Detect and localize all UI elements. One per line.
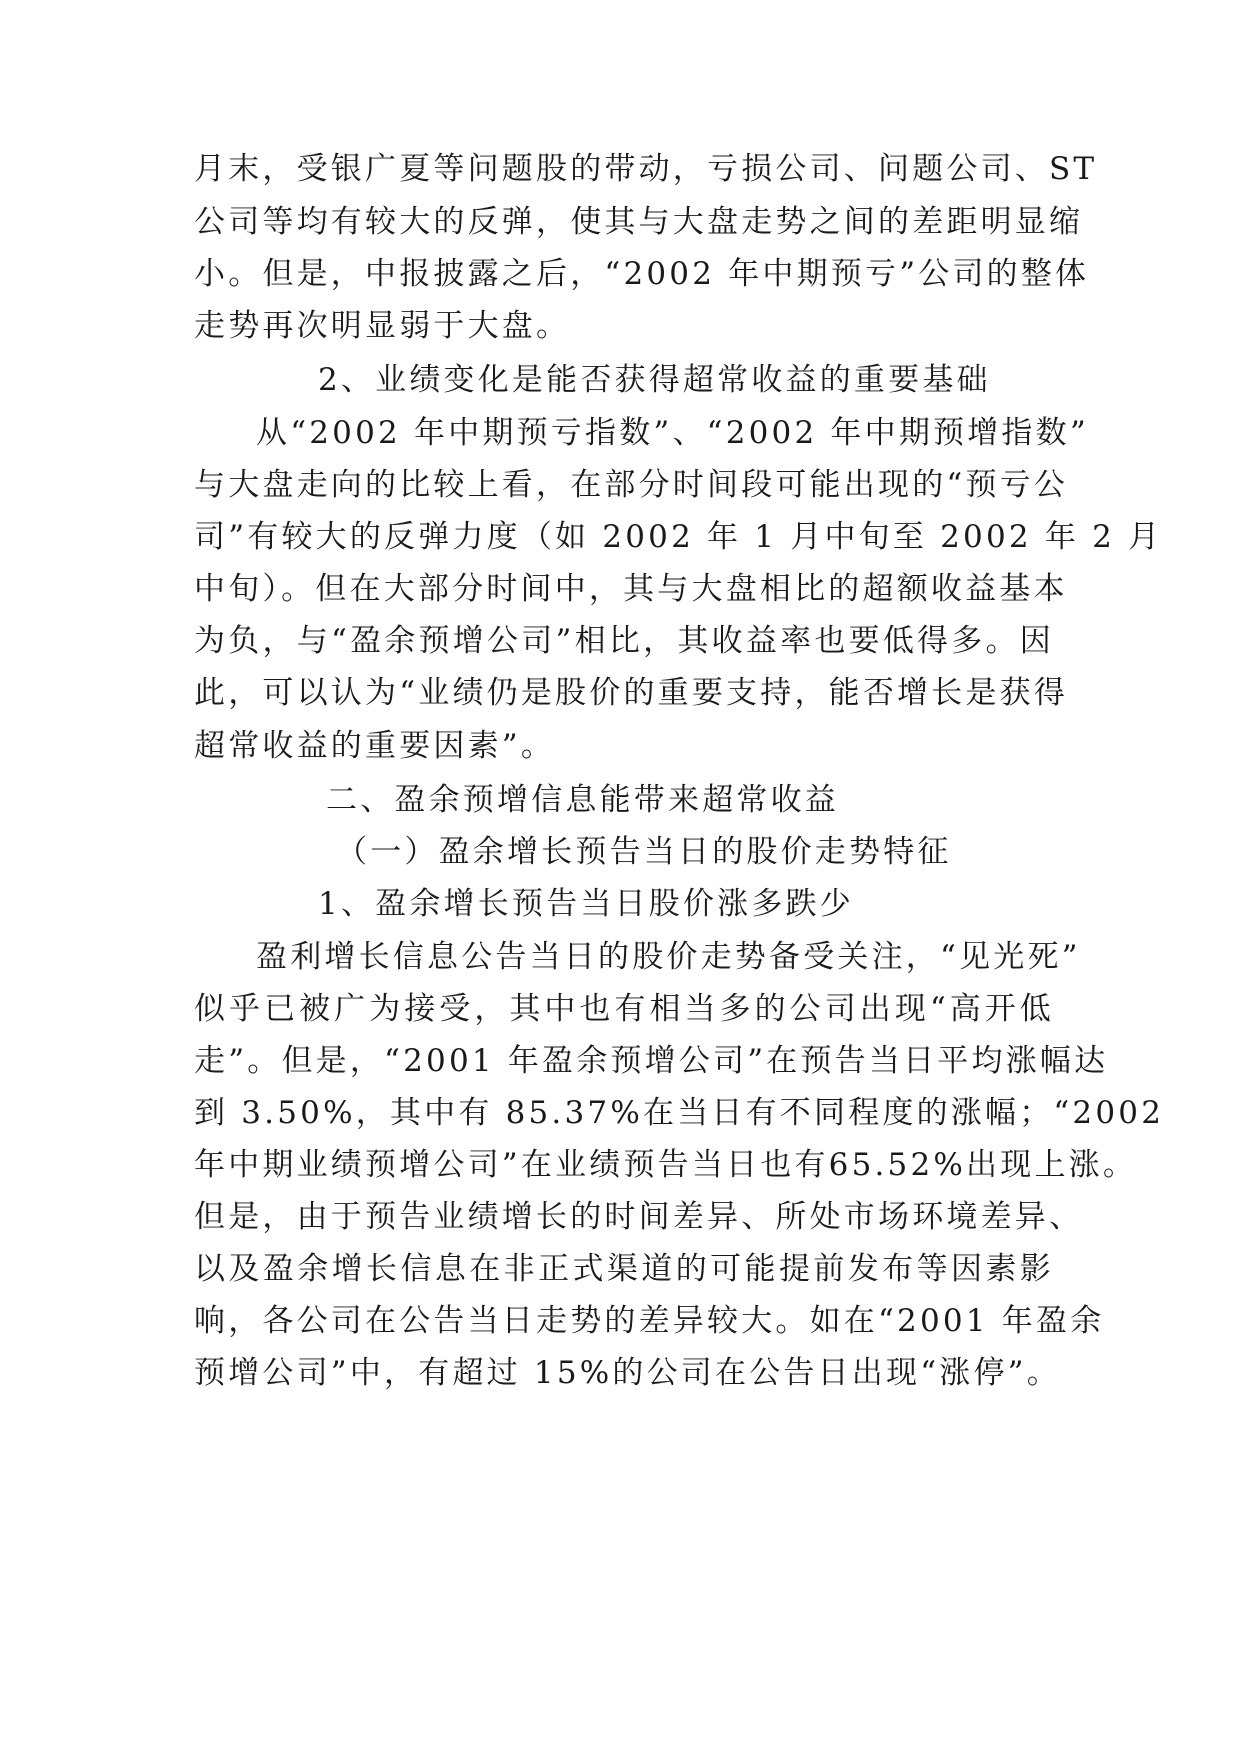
text-line: 小。但是，中报披露之后，“2002 年中期预亏”公司的整体 (194, 256, 1090, 292)
text-line: 司”有较大的反弹力度（如 2002 年 1 月中旬至 2002 年 2 月 (194, 519, 1163, 555)
text-line: 与大盘走向的比较上看，在部分时间段可能出现的“预亏公 (194, 467, 1069, 503)
text-line: 预增公司”中，有超过 15%的公司在公告日出现“涨停”。 (194, 1355, 1061, 1391)
text-line: 超常收益的重要因素”。 (194, 728, 556, 764)
text-line: 从“2002 年中期预亏指数”、“2002 年中期预增指数” (256, 415, 1089, 451)
subheading-2: 2、业绩变化是能否获得超常收益的重要基础 (318, 362, 991, 398)
text-line: 盈利增长信息公告当日的股价走势备受关注，“见光死” (256, 939, 1081, 975)
text-line: 走”。但是，“2001 年盈余预增公司”在预告当日平均涨幅达 (194, 1043, 1109, 1079)
text-line: 以及盈余增长信息在非正式渠道的可能提前发布等因素影 (194, 1251, 1054, 1287)
text-line: 响，各公司在公告当日走势的差异较大。如在“2001 年盈余 (194, 1303, 1105, 1339)
text-line: 公司等均有较大的反弹，使其与大盘走势之间的差距明显缩 (194, 204, 1084, 240)
section-heading: 二、盈余预增信息能带来超常收益 (326, 782, 839, 818)
text-line: 年中期业绩预增公司”在业绩预告当日也有65.52%出现上涨。 (194, 1147, 1138, 1183)
text-line: 到 3.50%，其中有 85.37%在当日有不同程度的涨幅；“2002 (194, 1095, 1165, 1131)
text-line: 走势再次明显弱于大盘。 (194, 308, 571, 344)
text-line: 月末，受银广夏等问题股的带动，亏损公司、问题公司、ST (194, 151, 1098, 187)
text-line: 为负，与“盈余预增公司”相比，其收益率也要低得多。因 (194, 623, 1054, 659)
subsection-heading: （一）盈余增长预告当日的股价走势特征 (336, 834, 952, 870)
text-line: 但是，由于预告业绩增长的时间差异、所处市场环境差异、 (194, 1199, 1084, 1235)
text-line: 中旬）。但在大部分时间中，其与大盘相比的超额收益基本 (194, 571, 1068, 607)
text-line: 此，可以认为“业绩仍是股价的重要支持，能否增长是获得 (194, 675, 1069, 711)
subheading-1: 1、盈余增长预告当日股价涨多跌少 (318, 886, 854, 922)
text-line: 似乎已被广为接受，其中也有相当多的公司出现“高开低 (194, 991, 1054, 1027)
